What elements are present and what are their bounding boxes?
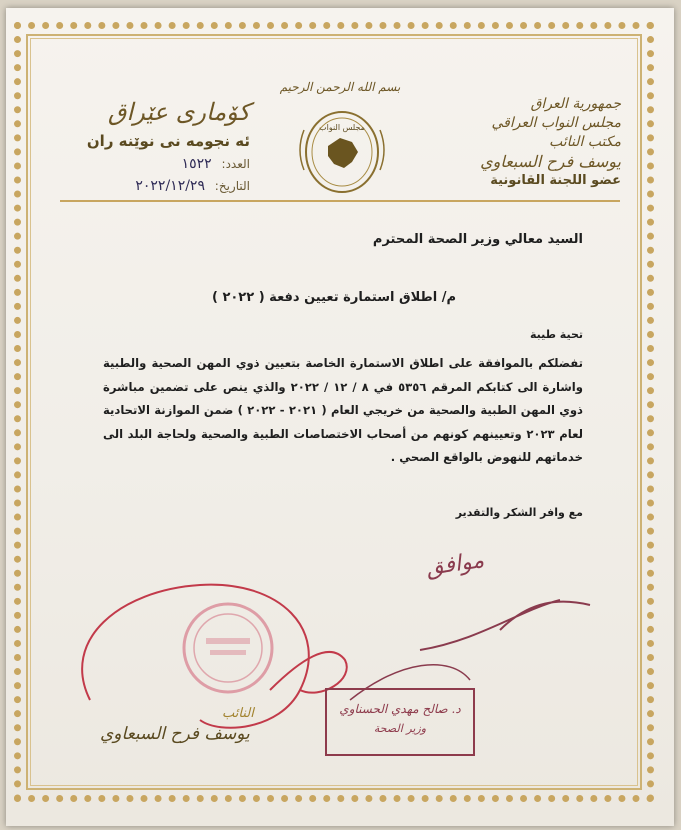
republic-line: جمهورية العراق xyxy=(530,96,621,112)
number-label: العدد: xyxy=(221,157,250,171)
mp-role: عضو اللجنة القانونية xyxy=(490,173,621,188)
number-value: ١٥٢٢ xyxy=(181,156,212,172)
handwritten-approval: موافق xyxy=(424,548,486,581)
signature-role: النائب xyxy=(222,706,254,721)
council-line: مجلس النواب العراقي xyxy=(491,115,621,131)
basmala: بسم الله الرحمن الرحيم xyxy=(279,80,401,94)
kurdish-subtitle: ئه نجومه نی نوێنه ران xyxy=(86,132,250,150)
minister-signature-icon xyxy=(420,600,590,650)
greeting: تحية طيبة xyxy=(529,328,583,341)
signature-name: يوسف فرح السبعاوي xyxy=(100,724,250,744)
closing: مع وافر الشكر والتقدير xyxy=(455,506,583,519)
date-label: التاريخ: xyxy=(214,179,250,193)
subject-line: م/ اطلاق استمارة تعيين دفعة ( ٢٠٢٢ ) xyxy=(211,290,456,305)
minister-stamp-name: د. صالح مهدي الحسناوي xyxy=(339,702,461,716)
body-paragraph: تفضلكم بالموافقة على اطلاق الاستمارة الخاصة بتعيين ذوي المهن الصحية والطبية واشارة الى كتابكم المرقم ٥٣٥٦ في ٨ / ١٢ / ٢٠٢٢ والذي ينص على تضمين مباشرة ذوي المهن الطبية والصحية من خريجي العام ( ٢٠٢١ - ٢٠٢٢ ) ضمن الموازنة الاتحادية لعام ٢٠٢٣ وتعيينهم كونهم من أصحاب الاختصاصات الطبية والصحية ولحاجة البلد الى خدماتهم للنهوض بالواقع الصحي . xyxy=(103,356,584,464)
emblem-text: مجلس النواب xyxy=(319,123,365,132)
minister-stamp-title: وزير الصحة xyxy=(373,722,427,735)
date-value: ٢٠٢٢/١٢/٢٩ xyxy=(135,178,205,194)
minister-stamp xyxy=(325,688,475,756)
addressee: السيد معالي وزير الصحة المحترم xyxy=(372,232,583,247)
mp-name: يوسف فرح السبعاوي xyxy=(480,152,621,171)
office-seal-icon xyxy=(180,600,276,696)
kurdish-title: کۆماری عێراق xyxy=(107,98,250,126)
office-line: مكتب النائب xyxy=(549,134,621,150)
